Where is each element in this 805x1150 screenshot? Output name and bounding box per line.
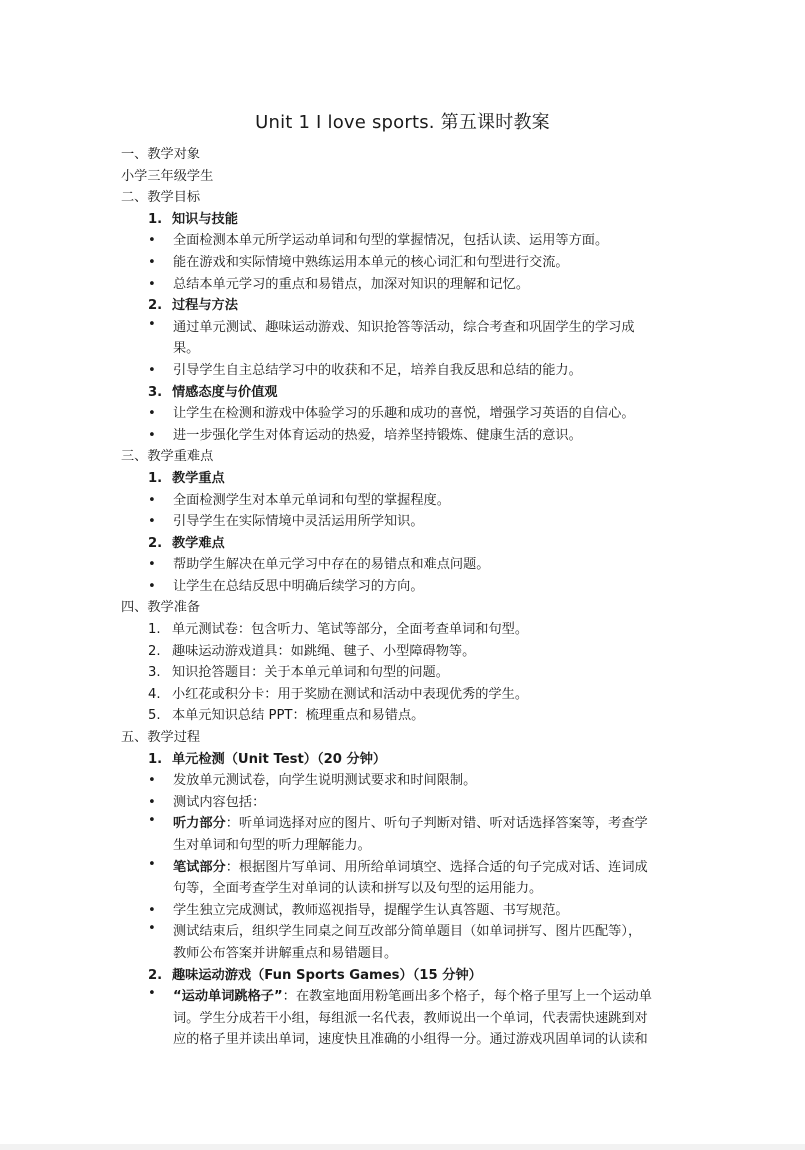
numbered-item-text: 趣味运动游戏道具：如跳绳、毽子、小型障碍物等。: [172, 643, 476, 659]
subsection-title: 过程与方法: [172, 298, 238, 314]
bullet-item: [121, 857, 691, 900]
numbered-item: [121, 619, 691, 641]
list-number: 1.: [148, 470, 163, 486]
list-number: 1.: [148, 211, 163, 227]
bullet-item: • 全面检测学生对本单元单词和句型的掌握程度。: [121, 490, 691, 512]
subsection-heading: [121, 965, 691, 987]
list-number: 3.: [148, 384, 163, 400]
list-number: 2.: [148, 298, 163, 314]
page-bottom-edge: [0, 1144, 805, 1150]
bullet-text-line: [173, 986, 691, 1008]
bullet-item: • 能在游戏和实际情境中熟练运用本单元的核心词汇和句型进行交流。: [121, 252, 691, 274]
list-number: 4.: [148, 686, 161, 702]
section-heading: 四、教学准备: [121, 600, 201, 616]
page-title: Unit 1 I love sports. 第五课时教案: [255, 112, 550, 133]
subsection-title: 教学重点: [172, 470, 225, 486]
list-number: 2.: [148, 535, 163, 551]
subsection-heading: [121, 382, 691, 404]
bullet-text-line: 生对单词和句型的听力理解能力。: [173, 838, 371, 853]
subsection-title: 教学难点: [172, 535, 225, 551]
bullet-item: • 发放单元测试卷，向学生说明测试要求和时间限制。: [121, 770, 691, 792]
bullet-text: ：听单词选择对应的图片、听句子判断对错、听对话选择答案等，考查学: [225, 816, 648, 832]
bullet-item: • 引导学生在实际情境中灵活运用所学知识。: [121, 511, 691, 533]
bullet-item: [121, 813, 691, 856]
numbered-item-text: 本单元知识总结 PPT：梳理重点和易错点。: [172, 708, 425, 724]
list-number: 2.: [148, 967, 163, 983]
bullet-text-line: 教师公布答案并讲解重点和易错题目。: [173, 945, 398, 961]
numbered-item-text: 知识抢答题目：关于本单元单词和句型的问题。: [172, 665, 449, 681]
list-number: 1.: [148, 622, 161, 638]
bullet-item: • 全面检测本单元所学运动单词和句型的掌握情况，包括认读、运用等方面。: [121, 230, 691, 252]
subsection-heading: [121, 209, 691, 231]
bullet-item: • 让学生在总结反思中明确后续学习的方向。: [121, 576, 691, 598]
document-body: [121, 144, 691, 1051]
subsection-title: 知识与技能: [172, 211, 238, 227]
bullet-label: 笔试部分: [173, 859, 226, 875]
numbered-item-text: 小红花或积分卡：用于奖励在测试和活动中表现优秀的学生。: [172, 686, 529, 702]
bullet-item: • 帮助学生解决在单元学习中存在的易错点和难点问题。: [121, 554, 691, 576]
bullet-text-line: 果。: [173, 341, 200, 357]
bullet-text-line: [173, 813, 691, 835]
bullet-text-line: • 通过单元测试、趣味运动游戏、知识抢答等活动，综合考查和巩固学生的学习成: [173, 319, 635, 335]
bullet-text-line: [173, 857, 691, 879]
bullet-text-line: 句等，全面考查学生对单词的认读和拼写以及句型的运用能力。: [173, 881, 543, 897]
bullet-text-line: 应的格子里并读出单词，速度快且准确的小组得一分。通过游戏巩固单词的认读和: [173, 1032, 648, 1048]
list-number: 5.: [148, 708, 161, 724]
bullet-item: [121, 986, 691, 1051]
subsection-heading: [121, 468, 691, 490]
section-heading: 三、教学重难点: [121, 449, 214, 465]
list-number: 1.: [148, 751, 163, 767]
bullet-item: • 测试内容包括：: [121, 792, 691, 814]
subsection-title: 情感态度与价值观: [172, 384, 278, 400]
subsection-title: 趣味运动游戏（Fun Sports Games）（15 分钟）: [172, 967, 482, 983]
bullet-text: ：根据图片写单词、用所给单词填空、选择合适的句子完成对话、连词成: [225, 859, 648, 875]
bullet-item: [121, 317, 691, 360]
bullet-label: 听力部分: [173, 816, 226, 832]
bullet-item: • 学生独立完成测试，教师巡视指导，提醒学生认真答题、书写规范。: [121, 900, 691, 922]
list-number: 3.: [148, 665, 161, 681]
subsection-heading: [121, 295, 691, 317]
bullet-text: ：在教室地面用粉笔画出多个格子，每个格子里写上一个运动单: [282, 989, 652, 1005]
section-heading: 二、教学目标: [121, 190, 201, 206]
section-heading: 一、教学对象: [121, 147, 201, 162]
section-heading: 五、教学过程: [121, 730, 201, 746]
list-number: 2.: [148, 643, 161, 659]
bullet-text-line: 词。学生分成若干小组，每组派一名代表，教师说出一个单词，代表需快速跳到对: [173, 1010, 648, 1026]
bullet-item: • 引导学生自主总结学习中的收获和不足，培养自我反思和总结的能力。: [121, 360, 691, 382]
bullet-label: “运动单词跳格子”: [173, 989, 283, 1005]
bullet-item: [121, 921, 691, 964]
subsection-heading: [121, 749, 691, 771]
numbered-item: [121, 705, 691, 727]
bullet-text-line: • 测试结束后，组织学生同桌之间互改部分简单题目（如单词拼写、图片匹配等），: [173, 924, 642, 940]
numbered-item: [121, 641, 691, 663]
subsection-heading: [121, 533, 691, 555]
numbered-item-text: 单元测试卷：包含听力、笔试等部分，全面考查单词和句型。: [172, 622, 529, 638]
bullet-item: • 让学生在检测和游戏中体验学习的乐趣和成功的喜悦，增强学习英语的自信心。: [121, 403, 691, 425]
numbered-item: [121, 662, 691, 684]
bullet-item: • 进一步强化学生对体育运动的热爱，培养坚持锻炼、健康生活的意识。: [121, 425, 691, 447]
subsection-title: 单元检测（Unit Test）（20 分钟）: [172, 751, 387, 767]
paragraph: 小学三年级学生: [121, 168, 214, 184]
numbered-item: [121, 684, 691, 706]
bullet-item: • 总结本单元学习的重点和易错点，加深对知识的理解和记忆。: [121, 274, 691, 296]
